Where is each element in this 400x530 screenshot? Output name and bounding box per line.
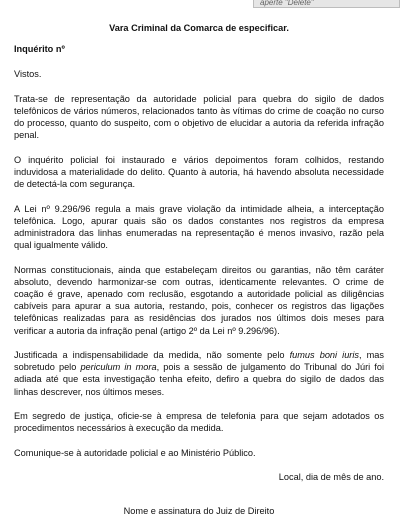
paragraph-7: Comunique-se à autoridade policial e ao Ministério Público. bbox=[14, 447, 256, 458]
document-title: Vara Criminal da Comarca de especificar. bbox=[109, 23, 289, 33]
delete-hint-tab[interactable]: aperte "Delete" bbox=[253, 0, 400, 8]
fumus-boni-iuris-term: fumus boni iuris bbox=[289, 350, 360, 360]
paragraph-3: A Lei nº 9.296/96 regula a mais grave violação da intimidade alheia, a interceptação telefônica. Logo, apurar quais são os dados constantes nos registros da empresa administradora das linhas enumeradas na representação é menos invasivo, razão pela qual igualmente válido. bbox=[14, 203, 384, 251]
vistos-paragraph: Vistos. bbox=[14, 69, 42, 80]
paragraph-6: Em segredo de justiça, oficie-se à empresa de telefonia para que sejam adotados os procedimentos necessários à execução da medida. bbox=[14, 411, 384, 434]
inquerito-label: Inquérito nº bbox=[14, 44, 65, 55]
paragraph-4: Normas constitucionais, ainda que estabeleçam direitos ou garantias, não têm caráter absoluto, devendo harmonizar-se com outras, identicamente relevantes. O crime de coação é grave, apenado com reclusão, esgotando a autoridade policial as diligências cabíveis para apurar a sua autoria, restando, pois, conhecer os registros das ligações telefônicas realizadas para as residências dos jurados nos últimos dois meses para verificar a autoria da infração penal (artigo 2º da Lei nº 9.296/96). bbox=[14, 264, 384, 336]
paragraph-5-text-b: , mas sobretudo pelo bbox=[14, 350, 385, 373]
paragraph-5-text-a: Justificada a indispensabilidade da medida, não somente pelo bbox=[14, 350, 290, 360]
paragraph-5 bbox=[14, 349, 384, 398]
local-date: Local, dia de mês de ano. bbox=[278, 471, 384, 482]
paragraph-5-text-c: , pois a sessão de julgamento do Tribunal do Júri foi adiada até que esta investigação tenha efeito, defiro a quebra do sigilo de dados das linhas descrever, nos últimos meses. bbox=[14, 362, 385, 397]
document-page bbox=[14, 18, 384, 530]
paragraph-1: Trata-se de representação da autoridade policial para quebra do sigilo de dados telefônicos de vários números, relacionados tanto às vítimas do crime de coação no curso do processo, quanto do suspeito, com o objetivo de elucidar a autoria da referida infração penal. bbox=[14, 93, 384, 141]
judge-signature-line: Nome e assinatura do Juiz de Direito bbox=[123, 506, 275, 517]
paragraph-2: O inquérito policial foi instaurado e vários depoimentos foram colhidos, restando induvidosa a materialidade do delito. Quanto à autoria, há havendo absoluta necessidade de detectá-la com segurança. bbox=[14, 154, 384, 190]
periculum-in-mora-term: periculum in mora bbox=[80, 362, 157, 373]
